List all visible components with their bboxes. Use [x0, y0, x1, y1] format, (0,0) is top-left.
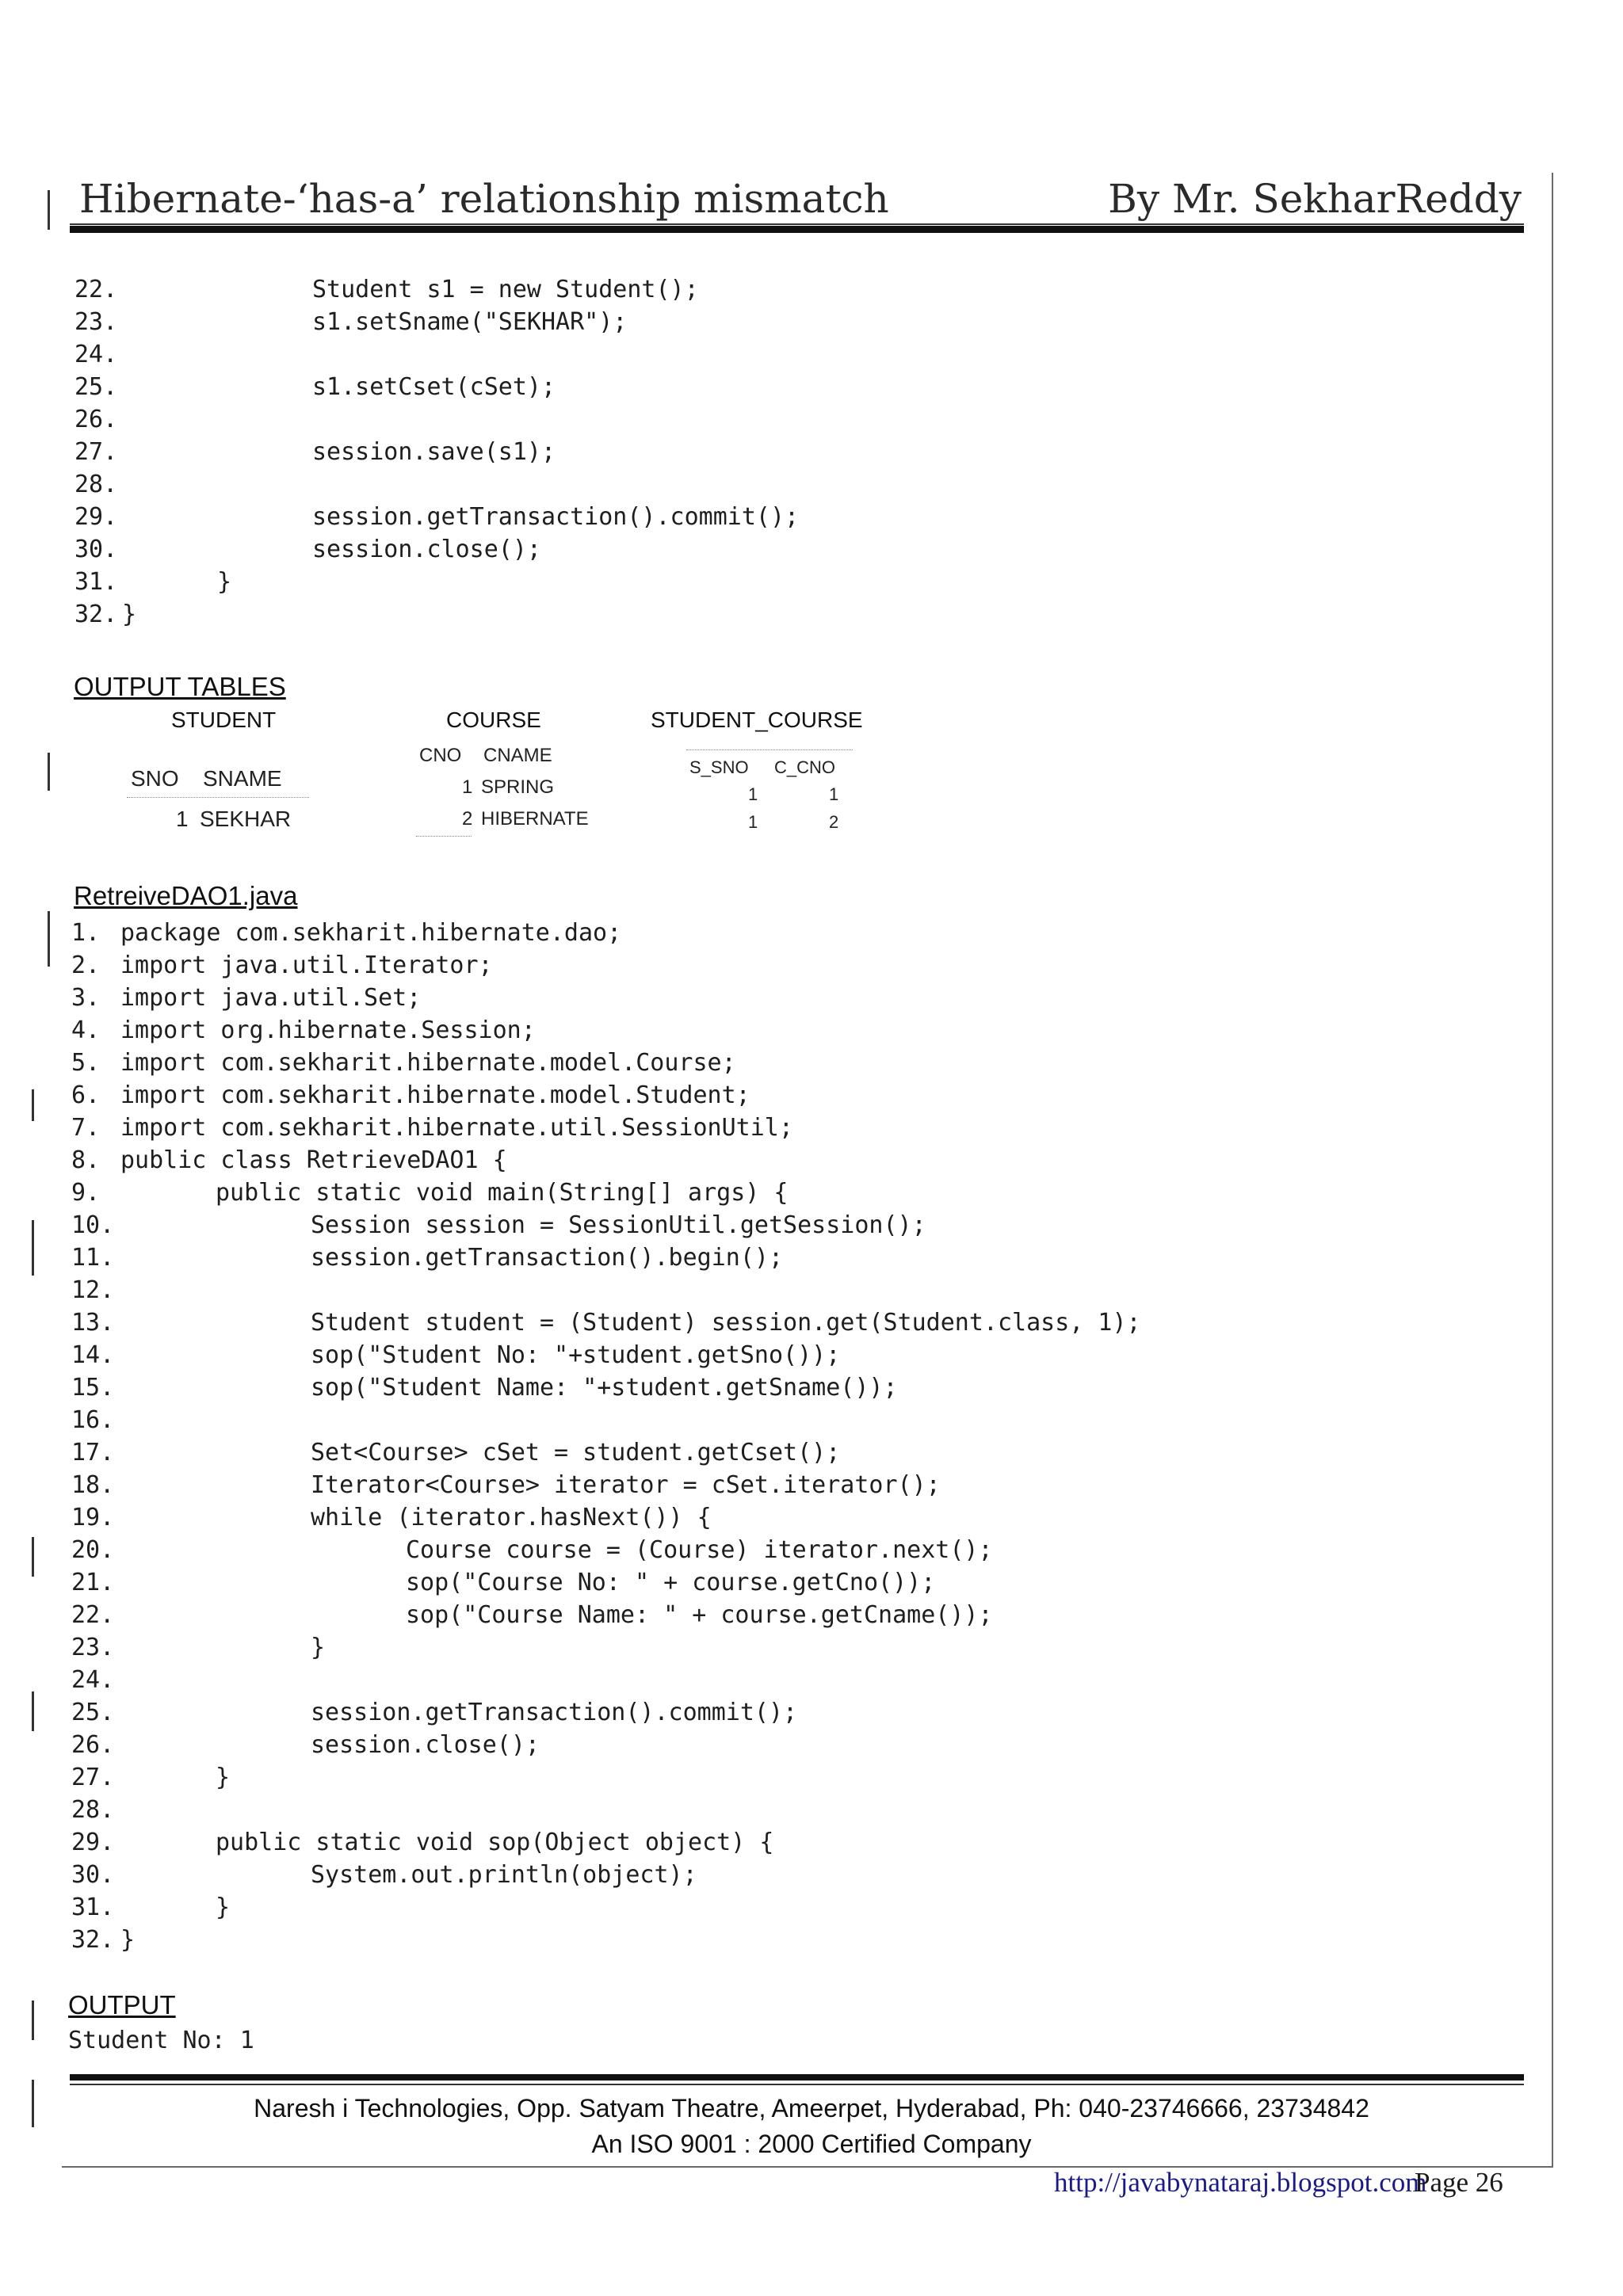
- code-text: }: [120, 1926, 136, 1954]
- code-line: [71, 917, 1514, 949]
- student-course-cell: 2: [829, 812, 839, 832]
- line-number: 18.: [71, 1471, 115, 1499]
- line-number: 13.: [71, 1309, 115, 1337]
- code-text: sop("Student Name: "+student.getSname());: [311, 1374, 898, 1402]
- line-number: 32.: [74, 601, 118, 628]
- code-line: [71, 1144, 1514, 1177]
- line-number: 21.: [71, 1569, 115, 1596]
- footer-company: Naresh i Technologies, Opp. Satyam Theatre, Ameerpet, Hyderabad, Ph: 040-23746666, 23734842: [254, 2094, 1369, 2122]
- line-number: 27.: [71, 1764, 115, 1791]
- code-line: [71, 1859, 1514, 1891]
- code-line: [71, 1794, 1514, 1826]
- course-cell: 1: [462, 776, 473, 798]
- code-text: public static void sop(Object object) {: [216, 1829, 774, 1856]
- margin-tick: [32, 1537, 34, 1577]
- code-text: Iterator<Course> iterator = cSet.iterator();: [311, 1471, 941, 1499]
- line-number: 27.: [74, 438, 118, 466]
- line-number: 2.: [71, 952, 101, 979]
- code-line: [74, 306, 1501, 338]
- code-text: public static void main(String[] args) {: [216, 1179, 789, 1207]
- code-text: }: [122, 601, 137, 628]
- output-line: Student No: 1: [68, 2027, 254, 2054]
- retrieve-dao-heading: RetreiveDAO1.java: [74, 881, 298, 910]
- code-line: [71, 949, 1514, 982]
- code-line: [71, 1047, 1514, 1079]
- code-line: [71, 1371, 1514, 1404]
- page-header: [79, 176, 1522, 228]
- line-number: 25.: [71, 1699, 115, 1726]
- code-text: import java.util.Set;: [120, 984, 422, 1012]
- code-text: session.getTransaction().commit();: [312, 503, 800, 531]
- line-number: 15.: [71, 1374, 115, 1402]
- margin-tick: [32, 1220, 34, 1276]
- code-text: System.out.println(object);: [311, 1861, 697, 1889]
- code-text: }: [216, 1894, 231, 1921]
- code-line: [71, 1761, 1514, 1794]
- code-line: [71, 1014, 1514, 1047]
- code-line: [71, 1826, 1514, 1859]
- code-line: [74, 566, 1501, 598]
- code-text: import org.hibernate.Session;: [120, 1016, 536, 1044]
- margin-tick: [48, 753, 50, 791]
- line-number: 7.: [71, 1114, 101, 1142]
- header-rule-thin: [70, 223, 1524, 225]
- line-number: 24.: [74, 341, 118, 368]
- line-number: 31.: [71, 1894, 115, 1921]
- code-line: [71, 1209, 1514, 1241]
- footer-iso: An ISO 9001 : 2000 Certified Company: [591, 2130, 1032, 2158]
- table-divider: [127, 797, 309, 798]
- student-course-col-s-sno: S_SNO: [689, 757, 749, 777]
- code-text: package com.sekharit.hibernate.dao;: [120, 919, 622, 947]
- course-col-cno: CNO: [419, 745, 462, 766]
- code-text: session.close();: [311, 1731, 540, 1759]
- code-line: [71, 1241, 1514, 1274]
- code-text: }: [217, 568, 232, 596]
- code-text: s1.setCset(cSet);: [312, 373, 556, 401]
- table-divider: [416, 836, 472, 837]
- output-tables-heading: OUTPUT TABLES: [74, 672, 286, 701]
- code-line: [71, 1339, 1514, 1371]
- course-col-cname: CNAME: [483, 745, 552, 766]
- course-table-title: COURSE: [446, 707, 541, 732]
- code-line: [71, 1534, 1514, 1566]
- line-number: 32.: [71, 1926, 115, 1954]
- header-author: By Mr. SekharReddy: [1108, 176, 1522, 222]
- code-text: session.save(s1);: [312, 438, 556, 466]
- code-line: [71, 1729, 1514, 1761]
- margin-tick: [48, 190, 50, 230]
- code-line: [74, 436, 1501, 468]
- margin-tick: [32, 2000, 34, 2040]
- line-number: 23.: [71, 1634, 115, 1661]
- code-line: [74, 533, 1501, 566]
- code-line: [71, 1924, 1514, 1956]
- line-number: 25.: [74, 373, 118, 401]
- course-cell: SPRING: [481, 776, 555, 798]
- line-number: 29.: [74, 503, 118, 531]
- line-number: 30.: [71, 1861, 115, 1889]
- line-number: 9.: [71, 1179, 101, 1207]
- student-cell: 1: [176, 807, 189, 831]
- code-text: Student s1 = new Student();: [312, 276, 699, 303]
- code-line: [74, 403, 1501, 436]
- code-text: Student student = (Student) session.get(Student.class, 1);: [311, 1309, 1141, 1337]
- line-number: 23.: [74, 308, 118, 336]
- line-number: 12.: [71, 1276, 115, 1304]
- student-course-cell: 1: [748, 784, 758, 804]
- code-text: Course course = (Course) iterator.next();: [406, 1536, 993, 1564]
- margin-tick: [48, 911, 50, 967]
- code-text: import java.util.Iterator;: [120, 952, 493, 979]
- code-line: [74, 501, 1501, 533]
- code-line: [74, 598, 1501, 631]
- line-number: 16.: [71, 1406, 115, 1434]
- line-number: 1.: [71, 919, 101, 947]
- line-number: 26.: [74, 406, 118, 433]
- code-line: [71, 1436, 1514, 1469]
- line-number: 10.: [71, 1211, 115, 1239]
- code-text: session.close();: [312, 536, 541, 563]
- code-text: Session session = SessionUtil.getSession();: [311, 1211, 926, 1239]
- code-line: [71, 1891, 1514, 1924]
- code-text: s1.setSname("SEKHAR");: [312, 308, 628, 336]
- course-cell: 2: [462, 808, 473, 830]
- code-text: public class RetrieveDAO1 {: [120, 1146, 507, 1174]
- code-text: while (iterator.hasNext()) {: [311, 1504, 712, 1531]
- student-col-sname: SNAME: [203, 766, 282, 791]
- margin-tick: [32, 1691, 34, 1731]
- student-course-cell: 1: [829, 784, 839, 804]
- line-number: 28.: [71, 1796, 115, 1824]
- student-course-cell: 1: [748, 812, 758, 832]
- line-number: 26.: [71, 1731, 115, 1759]
- page-number: Page 26: [1415, 2167, 1503, 2198]
- line-number: 29.: [71, 1829, 115, 1856]
- line-number: 8.: [71, 1146, 101, 1174]
- code-text: }: [216, 1764, 231, 1791]
- line-number: 24.: [71, 1666, 115, 1694]
- student-cell: SEKHAR: [200, 807, 292, 831]
- code-line: [71, 1177, 1514, 1209]
- code-line: [71, 1696, 1514, 1729]
- code-text: }: [311, 1634, 326, 1661]
- line-number: 20.: [71, 1536, 115, 1564]
- header-title: Hibernate-‘has-a’ relationship mismatch: [79, 176, 889, 222]
- output-text: [68, 2024, 254, 2057]
- student-col-sno: SNO: [131, 766, 179, 791]
- code-text: import com.sekharit.hibernate.model.Course;: [120, 1049, 736, 1077]
- code-line: [71, 982, 1514, 1014]
- footer-rule-thin: [70, 2084, 1524, 2085]
- line-number: 6.: [71, 1081, 101, 1109]
- code-line: [71, 1664, 1514, 1696]
- code-text: session.getTransaction().commit();: [311, 1699, 798, 1726]
- blog-url: http://javabynataraj.blogspot.com: [1054, 2167, 1427, 2198]
- code-line: [71, 1112, 1514, 1144]
- code-line: [74, 338, 1501, 371]
- code-line: [71, 1306, 1514, 1339]
- code-text: import com.sekharit.hibernate.util.SessionUtil;: [120, 1114, 793, 1142]
- table-divider: [686, 749, 853, 750]
- line-number: 31.: [74, 568, 118, 596]
- course-cell: HIBERNATE: [481, 808, 589, 830]
- output-heading: OUTPUT: [68, 1990, 176, 2019]
- student-course-col-c-cno: C_CNO: [774, 757, 836, 777]
- code-line: [71, 1079, 1514, 1112]
- code-line: [71, 1501, 1514, 1534]
- code-text: session.getTransaction().begin();: [311, 1244, 784, 1272]
- line-number: 3.: [71, 984, 101, 1012]
- line-number: 14.: [71, 1341, 115, 1369]
- line-number: 17.: [71, 1439, 115, 1466]
- code-line: [74, 273, 1501, 306]
- line-number: 19.: [71, 1504, 115, 1531]
- code-block-continuation: [74, 273, 1501, 631]
- code-line: [71, 1469, 1514, 1501]
- line-number: 30.: [74, 536, 118, 563]
- line-number: 5.: [71, 1049, 101, 1077]
- margin-tick: [32, 1089, 34, 1121]
- student-table-title: STUDENT: [171, 707, 277, 732]
- code-text: sop("Course Name: " + course.getCname());: [406, 1601, 993, 1629]
- footer-rule-thick: [70, 2074, 1524, 2081]
- line-number: 4.: [71, 1016, 101, 1044]
- code-line: [71, 1274, 1514, 1306]
- code-line: [71, 1631, 1514, 1664]
- code-line: [71, 1566, 1514, 1599]
- line-number: 22.: [74, 276, 118, 303]
- code-text: sop("Student No: "+student.getSno());: [311, 1341, 841, 1369]
- code-line: [71, 1404, 1514, 1436]
- code-text: import com.sekharit.hibernate.model.Student;: [120, 1081, 750, 1109]
- code-block-retrieve-dao: [71, 917, 1514, 1956]
- code-line: [71, 1599, 1514, 1631]
- code-line: [74, 371, 1501, 403]
- line-number: 22.: [71, 1601, 115, 1629]
- code-line: [74, 468, 1501, 501]
- line-number: 28.: [74, 471, 118, 498]
- code-text: sop("Course No: " + course.getCno());: [406, 1569, 936, 1596]
- student-course-table-title: STUDENT_COURSE: [651, 707, 863, 732]
- header-rule-thick: [70, 226, 1524, 233]
- line-number: 11.: [71, 1244, 115, 1272]
- code-text: Set<Course> cSet = student.getCset();: [311, 1439, 841, 1466]
